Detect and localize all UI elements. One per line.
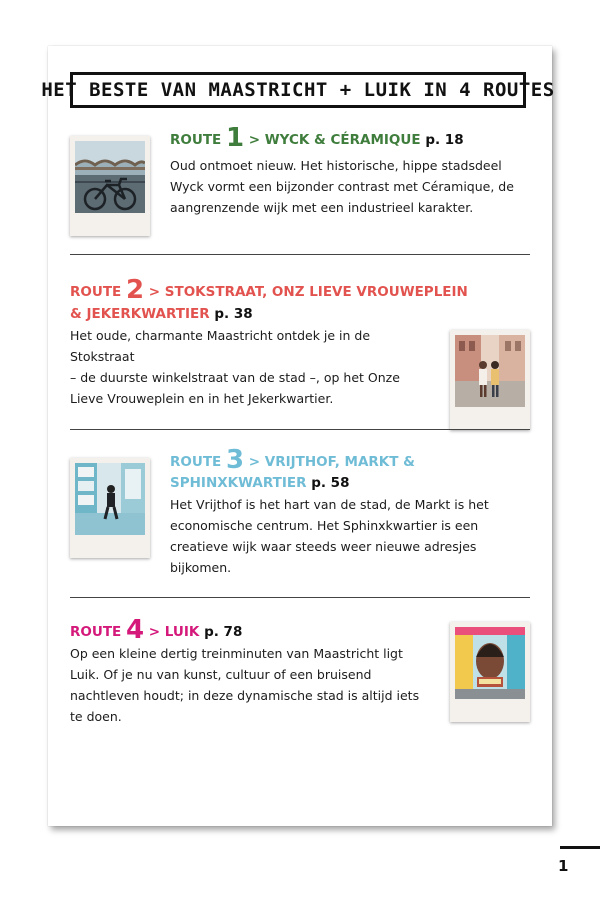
page-number-rule (560, 846, 600, 849)
street-couple-image (455, 335, 525, 407)
route-2-line: Lieve Vrouweplein en in het Jekerkwartier. (70, 391, 334, 406)
route-1-description (170, 155, 514, 218)
route-3-heading-line2 (170, 473, 349, 493)
route-1-heading (170, 123, 464, 153)
page-sheet (41, 46, 555, 826)
bridge-bicycle-image (75, 141, 145, 213)
route-3-heading (170, 445, 415, 475)
route-4-line: Luik. Of je nu van kunst, cultuur of een bruisend (70, 667, 372, 682)
page-banner-title: HET BESTE VAN MAASTRICHT + LUIK IN 4 ROUTES (70, 72, 526, 108)
route-1-line: aangrenzende wijk met een industrieel karakter. (170, 200, 474, 215)
route-4-line: Op een kleine dertig treinminuten van Maastricht ligt (70, 646, 403, 661)
route-4-line: nachtleven houdt; in deze dynamische stad is altijd iets (70, 688, 420, 703)
street-couple-photo (450, 330, 530, 430)
route-3-line: creatieve wijk waar steeds weer nieuwe adresjes (170, 539, 477, 554)
route-1-line: Wyck vormt een bijzonder contrast met Céramique, de (170, 179, 514, 194)
route-2-number: 2 (125, 275, 145, 305)
shop-interior-image (75, 463, 145, 535)
route-3-line: economische centrum. Het Sphinxkwartier is een (170, 518, 479, 533)
street-art-mural-image (455, 627, 525, 699)
route-3-title-line2: SPHINXKWARTIER (170, 475, 307, 491)
route-2-title-line2: & JEKERKWARTIER (70, 306, 210, 322)
route-3-label: ROUTE (170, 454, 222, 470)
route-4-title: > LUIK (148, 624, 200, 640)
route-2-page-ref: p. 38 (214, 306, 253, 322)
route-1-number: 1 (225, 123, 245, 153)
section-divider (70, 254, 530, 255)
route-1-label: ROUTE (170, 132, 222, 148)
route-4-description (70, 643, 419, 727)
route-2-description (70, 325, 400, 409)
route-2-title-line1: > STOKSTRAAT, ONZ LIEVE VROUWEPLEIN (148, 284, 468, 300)
section-divider (70, 429, 530, 430)
route-4-number: 4 (125, 615, 145, 645)
route-1-page-ref: p. 18 (425, 132, 464, 148)
page-number: 1 (558, 857, 569, 875)
street-art-mural-photo (450, 622, 530, 722)
route-3-number: 3 (225, 445, 245, 475)
route-4-label: ROUTE (70, 624, 122, 640)
route-2-label: ROUTE (70, 284, 122, 300)
bridge-bicycle-photo (70, 136, 150, 236)
route-4-heading (70, 615, 243, 645)
route-1-line: Oud ontmoet nieuw. Het historische, hippe stadsdeel (170, 158, 502, 173)
route-2-heading (70, 275, 468, 305)
route-2-heading-line2 (70, 304, 253, 324)
route-3-title-line1: > VRIJTHOF, MARKT & (248, 454, 415, 470)
route-3-line: Het Vrijthof is het hart van de stad, de Markt is het (170, 497, 489, 512)
route-3-description (170, 494, 489, 578)
route-3-line: bijkomen. (170, 560, 232, 575)
route-2-line: Het oude, charmante Maastricht ontdek je in de (70, 328, 371, 343)
section-divider (70, 597, 530, 598)
route-4-page-ref: p. 78 (204, 624, 243, 640)
route-2-line: – de duurste winkelstraat van de stad –, op het Onze (70, 370, 400, 385)
route-1-title: > WYCK & CÉRAMIQUE (248, 132, 421, 148)
route-3-page-ref: p. 58 (311, 475, 350, 491)
route-4-line: te doen. (70, 709, 122, 724)
shop-interior-photo (70, 458, 150, 558)
route-2-line: Stokstraat (70, 349, 135, 364)
